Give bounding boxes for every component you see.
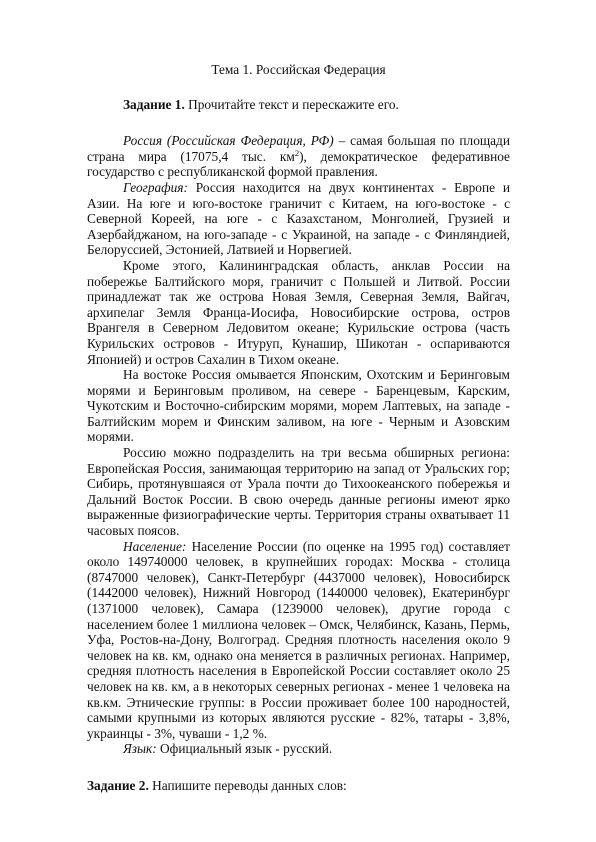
task-2-label: Задание 2.: [87, 777, 149, 793]
paragraph-intro-text-b: ), демократическое федеративное государство с республиканской формой правления.: [87, 148, 510, 180]
task-2-heading: [87, 778, 510, 794]
paragraph-population: [87, 539, 510, 742]
document-title: Тема 1. Российская Федерация: [211, 62, 386, 77]
paragraph-intro-text-a: – самая большая по площади страна мира (17075,4 тыс. км: [87, 133, 510, 164]
task-1-text: Прочитайте текст и перескажите его.: [184, 96, 399, 112]
paragraph-seas: На востоке Россия омывается Японским, Охотским и Беринговым морями и Беринговым проливом, на севере - Баренцевым, Карским, Чукотским и Восточно-сибирским морями, морем Лаптевых, на западе - Балтийским морем и Финским заливом, на юге - Черным и Азовским морями.: [87, 367, 510, 445]
paragraph-geography-text: Россия находится на двух континентах - Европе и Азии. На юге и юго-востоке граничит с Китаем, на юго-востоке - с Северной Кореей, на юге - с Казахстаном, Монголией, Грузией и Азербайджаном, на юго-западе - с Украиной, на западе - с Финляндией, Белоруссией, Эстонией, Латвией и Норвегией.: [87, 179, 510, 258]
paragraph-geography: [87, 180, 510, 258]
paragraph-population-lead: Население:: [123, 538, 187, 554]
task-1-heading: [87, 97, 510, 113]
task-1-label: Задание 1.: [123, 96, 185, 112]
task-2-text: Напишите переводы данных слов:: [148, 777, 347, 793]
paragraph-language-text: Официальный язык - русский.: [156, 741, 333, 757]
paragraph-territories: Кроме этого, Калининградская область, анклав России на побережье Балтийского моря, граничит с Польшей и Литвой. России принадлежат так же острова Новая Земля, Северная Земля, Вайгач, архипелаг Земля Франца-Иосифа, Новосибирские острова, остров Врангеля в Северном Ледовитом океане; Курильские острова (часть Курильских островов - Итуруп, Кунашир, Шикотан - оспариваются Японией) и остров Сахалин в Тихом океане.: [87, 257, 510, 367]
paragraph-geography-lead: География:: [123, 179, 188, 195]
paragraph-language-lead: Язык:: [123, 741, 157, 757]
superscript-2: 2: [294, 147, 300, 158]
paragraph-language: [87, 741, 510, 757]
paragraph-intro-lead: Россия (Российская Федерация, РФ): [123, 133, 334, 149]
paragraph-intro: [87, 133, 510, 180]
paragraph-population-text: Население России (по оценке на 1995 год) составляет около 149740000 человек, в крупнейших городах: Москва - столица (8747000 человек), Санкт-Петербург (4437000 человек), Новосибирск (1442000 человек), Нижний Новгород (1440000 человек), Екатеринбург (1371000 человек), Самара (1239000 человек), другие города с населением более 1 миллиона человек – Омск, Челябинск, Казань, Пермь, Уфа, Ростов-на-Дону, Волгоград. Средняя плотность населения около 9 человек на кв. км, однако она меняется в различных регионах. Например, средняя плотность населения в Европейской России составляет около 25 человек на кв. км, а в некоторых северных регионах - менее 1 человека на кв.км. Этнические группы: в России проживает более 100 народностей, самыми крупными из которых являются русские - 82%, татары - 3,8%, украинцы - 3%, чуваши - 1,2 %.: [87, 538, 510, 741]
paragraph-regions: Россию можно подразделить на три весьма обширных региона: Европейская Россия, занимающая территорию на запад от Уральских гор; Сибирь, протянувшаяся от Урала почти до Тихоокеанского побережья и Дальний Восток России. В свою очередь данные регионы имеют ярко выраженные физиографические черты. Территория страны охватывает 11 часовых поясов.: [87, 445, 510, 539]
